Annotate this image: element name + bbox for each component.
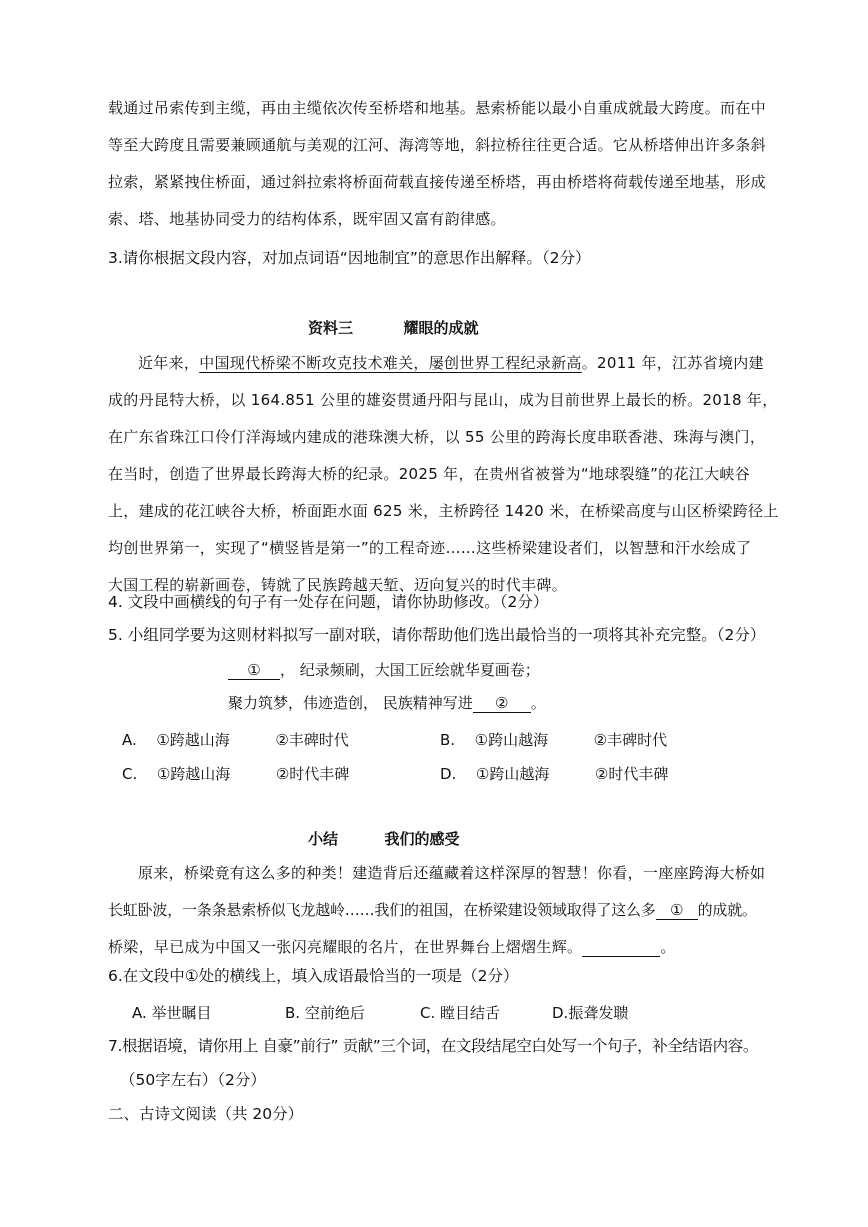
- paragraph-summary: [108, 863, 766, 974]
- couplet-text: 聚力筑梦，伟迹造创， 民族精神写进: [228, 694, 473, 712]
- question-4: 4. 文段中画横线的句子有一处存在问题，请你协助修改。（2分）: [108, 593, 549, 611]
- option-d[interactable]: [440, 763, 668, 784]
- option-c[interactable]: [122, 763, 349, 784]
- text-line: 在当时，创造了世界最长跨海大桥的纪录。2025 年，在贵州省被誉为“地球裂缝”的花江大峡谷: [108, 465, 750, 483]
- question-7-note: （50字左右）（2分）: [120, 1071, 266, 1089]
- summary-heading: [308, 829, 460, 849]
- text-fragment: 。2011 年，江苏省境内建: [581, 354, 764, 372]
- section-3-title: 耀眼的成就: [403, 319, 479, 337]
- text-fragment: 长虹卧波，一条条悬索桥似飞龙越岭……我们的祖国，在桥梁建设领域取得了这么多: [108, 901, 656, 919]
- couplet-text: ， 纪录频刷，大国工匠绘就华夏画卷；: [280, 661, 540, 679]
- text-line: 载通过吊索传到主缆，再由主缆依次传至桥塔和地基。悬索桥能以最小自重成就最大跨度。而在中: [108, 99, 766, 117]
- paragraph-cable-bridges: [108, 98, 766, 246]
- text-line: 大国工程的崭新画卷，铸就了民族跨越天堑、迈向复兴的时代丰碑。: [108, 576, 568, 594]
- question-7: 7.根据语境，请你用上 自豪”前行” 贡献”三个词，在文段结尾空白处写一个句子，补全结语内容。: [108, 1037, 758, 1055]
- option-a[interactable]: [122, 729, 349, 750]
- text-line: 上，建成的花江峡谷大桥，桥面距水面 625 米，主桥跨径 1420 米，在桥梁高度与山区桥梁跨径上: [108, 502, 779, 520]
- option-part-2: ②时代丰碑: [594, 765, 669, 783]
- summary-title: 我们的感受: [384, 830, 460, 848]
- option-part-1: ①跨越山海: [156, 731, 230, 749]
- option-part-1: ①跨越山海: [156, 765, 231, 783]
- blank-summary-1[interactable]: ①: [656, 901, 698, 920]
- q6-option-a[interactable]: A. 举世瞩目: [132, 1004, 212, 1022]
- option-part-2: ②丰碑时代: [593, 731, 668, 749]
- blank-1[interactable]: ①: [228, 661, 280, 680]
- paragraph-achievements: [108, 353, 779, 612]
- text-line: 索、塔、地基协同受力的结构体系，既牢固又富有韵律感。: [108, 210, 506, 228]
- question-6: 6.在文段中①处的横线上，填入成语最恰当的一项是（2分）: [108, 967, 519, 985]
- option-letter: D.: [440, 765, 457, 783]
- part-2-heading: 二、古诗文阅读（共 20分）: [108, 1105, 304, 1123]
- text-fragment: 原来，桥梁竟有这么多的种类！建造背后还蕴藏着这样深厚的智慧！你看，一座座跨海大桥如: [138, 864, 766, 882]
- q6-option-c[interactable]: C. 瞠目结舌: [420, 1004, 501, 1022]
- section-3-label: 资料三: [308, 319, 354, 337]
- text-fragment: 的成就。: [697, 901, 757, 919]
- text-line: [108, 900, 763, 937]
- couplet-line-2: [228, 693, 546, 713]
- text-fragment: 桥梁，早已成为中国又一张闪亮耀眼的名片，在世界舞台上熠熠生辉。: [108, 938, 583, 956]
- text-line: 在广东省珠江口伶仃洋海域内建成的港珠澳大桥，以 55 公里的跨海长度串联香港、珠海与澳门，: [108, 428, 766, 446]
- text-line: [108, 863, 766, 900]
- question-5: 5. 小组同学要为这则材料拟写一副对联，请你帮助他们选出最恰当的一项将其补充完整。（2分）: [108, 626, 766, 644]
- couplet-text: 。: [530, 694, 546, 712]
- blank-2[interactable]: ②: [473, 694, 531, 713]
- option-letter: C.: [122, 765, 138, 783]
- q6-option-b[interactable]: B. 空前绝后: [285, 1004, 365, 1022]
- option-part-2: ②丰碑时代: [275, 731, 349, 749]
- text-line: 成的丹昆特大桥，以 164.851 公里的雄姿贯通丹阳与昆山，成为目前世界上最长的桥。2018 年，: [108, 391, 778, 409]
- question-3: 3.请你根据文段内容，对加点词语“因地制宜”的意思作出解释。（2分）: [108, 249, 591, 267]
- q6-option-d[interactable]: D.振聋发聩: [552, 1004, 629, 1022]
- blank-summary-end[interactable]: [582, 938, 660, 957]
- option-b[interactable]: [440, 729, 667, 750]
- option-part-1: ①跨山越海: [475, 765, 550, 783]
- text-line: 拉索，紧紧拽住桥面，通过斜拉索将桥面荷载直接传递至桥塔，再由桥塔将荷载传递至地基，形成: [108, 173, 766, 191]
- text-line: 均创世界第一，实现了“横竖皆是第一”的工程奇迹……这些桥梁建设者们，以智慧和汗水绘成了: [108, 539, 752, 557]
- text-fragment: 。: [660, 938, 676, 956]
- option-letter: B.: [440, 731, 456, 749]
- option-part-1: ①跨山越海: [474, 731, 549, 749]
- underlined-sentence: 中国现代桥梁不断攻克技术难关，屡创世界工程纪录新高: [199, 354, 582, 372]
- summary-label: 小结: [308, 830, 339, 848]
- text-fragment: 近年来，: [138, 354, 200, 372]
- section-3-heading: [308, 318, 479, 338]
- text-line: [108, 353, 763, 390]
- text-line: 等至大跨度且需要兼顾通航与美观的江河、海湾等地，斜拉桥往往更合适。它从桥塔伸出许多条斜: [108, 136, 766, 154]
- couplet-line-1: [228, 660, 540, 680]
- option-part-2: ②时代丰碑: [275, 765, 350, 783]
- option-letter: A.: [122, 731, 137, 749]
